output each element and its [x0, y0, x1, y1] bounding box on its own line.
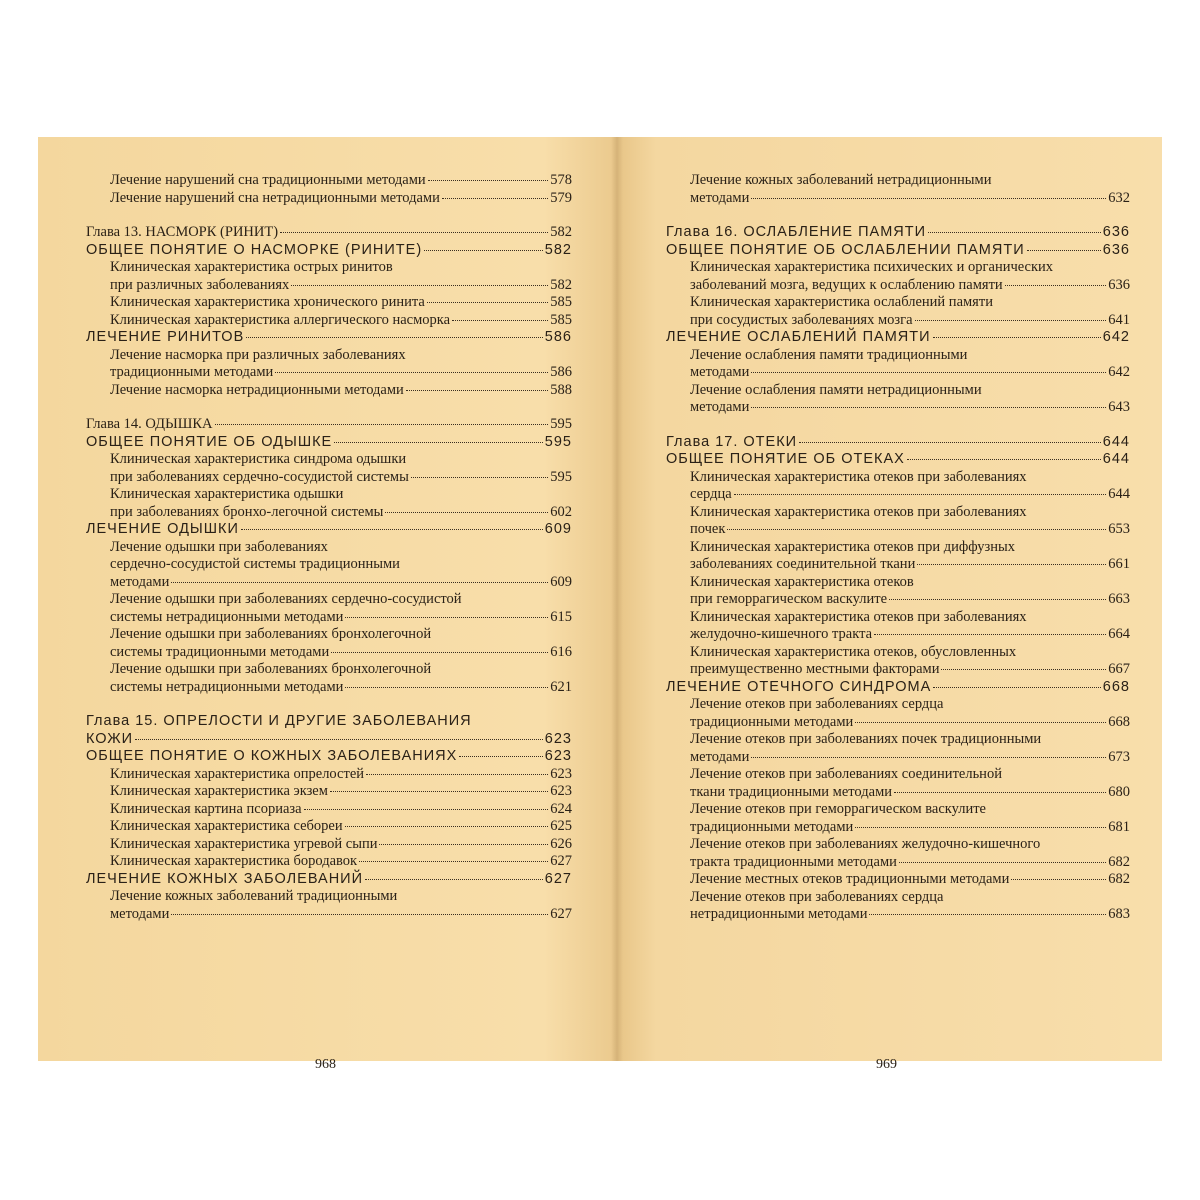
toc-entry: [666, 259, 1130, 294]
left-page: [86, 172, 572, 923]
dot-leader: [907, 459, 1101, 460]
toc-entry: [86, 853, 572, 871]
toc-entry-title-line: Лечение отеков при заболеваниях соединительной: [690, 766, 1002, 782]
toc-entry: [666, 242, 1130, 260]
toc-entry-title: заболеваний мозга, ведущих к ослаблению памяти: [690, 276, 1003, 293]
dot-leader: [345, 687, 548, 688]
left-page-number: 968: [315, 1057, 336, 1072]
toc-entry-title-line: Лечение одышки при заболеваниях сердечно-сосудистой: [110, 591, 462, 607]
toc-entry-title: Клиническая характеристика хронического ринита: [110, 294, 425, 310]
toc-entry-title-line: Клиническая характеристика отеков: [690, 573, 914, 590]
toc-entry-title: традиционными методами: [690, 818, 854, 835]
toc-entry-title: ОБЩЕЕ ПОНЯТИЕ О КОЖНЫХ ЗАБОЛЕВАНИЯХ: [86, 748, 458, 764]
toc-entry-page: 682: [1108, 853, 1130, 870]
toc-entry-page: 683: [1108, 906, 1130, 922]
toc-entry: [86, 661, 572, 696]
toc-entry-title: ЛЕЧЕНИЕ ОТЕЧНОГО СИНДРОМА: [666, 678, 932, 695]
dot-leader: [928, 232, 1101, 233]
toc-entry: [86, 434, 572, 452]
toc-entry: [86, 329, 572, 347]
toc-entry: [86, 783, 572, 801]
dot-leader: [1011, 879, 1106, 880]
toc-entry-title: Клиническая характеристика угревой сыпи: [110, 835, 378, 852]
dot-leader: [933, 687, 1101, 688]
toc-entry-page: 623: [544, 748, 572, 764]
toc-entry-title-line: Лечение отеков при заболеваниях почек традиционными: [690, 731, 1042, 747]
toc-entry: [666, 696, 1130, 731]
dot-leader: [734, 494, 1107, 495]
toc-entry-title: ОБЩЕЕ ПОНЯТИЕ ОБ ОСЛАБЛЕНИИ ПАМЯТИ: [666, 241, 1025, 258]
toc-entry: [666, 609, 1130, 644]
toc-entry: [666, 347, 1130, 382]
toc-entry-title-line: Лечение кожных заболеваний нетрадиционными: [690, 172, 992, 188]
toc-entry-page: 623: [550, 765, 572, 782]
dot-leader: [799, 442, 1101, 443]
dot-leader: [241, 529, 543, 530]
toc-entry: [666, 434, 1130, 452]
dot-leader: [452, 320, 548, 321]
dot-leader: [171, 582, 548, 583]
toc-entry-page: 632: [1108, 189, 1130, 206]
toc-entry: [86, 382, 572, 400]
toc-entry-page: 643: [1108, 399, 1130, 415]
toc-entry-title-line: Лечение ослабления памяти нетрадиционными: [690, 381, 982, 398]
toc-entry-title: при заболеваниях сердечно-сосудистой системы: [110, 468, 409, 485]
dot-leader: [915, 320, 1107, 321]
dot-leader: [330, 791, 548, 792]
toc-entry-page: 588: [550, 381, 572, 398]
toc-entry-page: 627: [550, 905, 572, 922]
toc-entry-page: 602: [550, 503, 572, 520]
dot-leader: [442, 198, 548, 199]
toc-entry-page: 609: [550, 573, 572, 590]
book-spine: [611, 137, 623, 1061]
toc-entry-title-line: Клиническая характеристика отеков при заболеваниях: [690, 468, 1027, 485]
toc-entry-title-line: Клиническая характеристика психических и органических: [690, 259, 1054, 275]
toc-entry-page: 644: [1102, 451, 1130, 467]
toc-entry-title: Клиническая характеристика опрелостей: [110, 765, 365, 782]
right-toc-list: [666, 172, 1130, 924]
toc-entry-title-line: Лечение одышки при заболеваниях: [110, 538, 328, 555]
toc-entry-title: ОБЩЕЕ ПОНЯТИЕ ОБ ОДЫШКЕ: [86, 433, 333, 450]
toc-entry: [666, 766, 1130, 801]
dot-leader: [889, 599, 1106, 600]
toc-entry: [666, 172, 1130, 207]
dot-leader: [275, 372, 548, 373]
toc-entry-page: 642: [1102, 329, 1130, 345]
toc-entry-title: методами: [690, 364, 750, 380]
toc-entry: [86, 190, 572, 208]
toc-entry-title: традиционными методами: [110, 364, 274, 380]
dot-leader: [459, 756, 542, 757]
dot-leader: [933, 337, 1101, 338]
dot-leader: [869, 914, 1106, 915]
toc-entry-title: преимущественно местными факторами: [690, 661, 940, 677]
toc-entry-page: 667: [1108, 661, 1130, 677]
dot-leader: [751, 407, 1106, 408]
toc-entry: [86, 416, 572, 434]
dot-leader: [751, 198, 1106, 199]
toc-entry-title: Глава 13. НАСМОРК (РИНИТ): [86, 224, 279, 240]
right-page: [666, 172, 1130, 924]
toc-entry-title: Клиническая характеристика бородавок: [110, 853, 358, 869]
toc-entry-title: желудочно-кишечного тракта: [690, 626, 873, 642]
dot-leader: [874, 634, 1106, 635]
toc-entry-title: методами: [110, 905, 170, 922]
right-page-number: 969: [876, 1057, 897, 1072]
dot-leader: [345, 826, 549, 827]
toc-entry-title: методами: [690, 189, 750, 206]
toc-entry: [666, 679, 1130, 697]
toc-entry: [666, 469, 1130, 504]
toc-entry: [86, 766, 572, 784]
toc-entry-page: 663: [1108, 591, 1130, 607]
dot-leader: [359, 861, 548, 862]
dot-leader: [894, 792, 1106, 793]
toc-entry-page: 641: [1108, 311, 1130, 328]
toc-entry-title-line: Лечение ослабления памяти традиционными: [690, 346, 968, 363]
dot-leader: [899, 862, 1106, 863]
toc-entry-page: 664: [1108, 626, 1130, 642]
toc-entry-page: 624: [550, 800, 572, 817]
toc-entry-title: сердца: [690, 486, 732, 502]
toc-entry-title-line: Клиническая характеристика ослаблений памяти: [690, 294, 993, 310]
dot-leader: [379, 844, 548, 845]
toc-entry-title-line: Клиническая характеристика острых ринитов: [110, 259, 393, 275]
toc-entry-title: Глава 17. ОТЕКИ: [666, 433, 798, 450]
toc-entry-page: 616: [550, 643, 572, 660]
toc-entry-page: 636: [1102, 224, 1130, 240]
toc-entry: [86, 521, 572, 539]
toc-entry-title-line: Клиническая характеристика синдрома одышки: [110, 451, 407, 467]
dot-leader: [385, 512, 548, 513]
toc-entry: [666, 539, 1130, 574]
toc-entry-title-line: сердечно-сосудистой системы традиционными: [110, 556, 400, 572]
toc-entry: [666, 574, 1130, 609]
toc-entry-title: системы нетрадиционными методами: [110, 678, 344, 695]
toc-entry: [666, 294, 1130, 329]
toc-entry-title: ОБЩЕЕ ПОНЯТИЕ ОБ ОТЕКАХ: [666, 451, 905, 467]
toc-entry: [666, 451, 1130, 469]
toc-entry-title: тракта традиционными методами: [690, 853, 897, 870]
toc-entry-title-line: Лечение одышки при заболеваниях бронхолегочной: [110, 661, 432, 677]
toc-entry-page: 615: [550, 608, 572, 625]
toc-entry-page: 661: [1108, 556, 1130, 572]
dot-leader: [941, 669, 1106, 670]
toc-entry: [86, 818, 572, 836]
toc-entry: [86, 312, 572, 330]
toc-entry: [86, 486, 572, 521]
toc-entry-page: 623: [544, 730, 572, 747]
toc-entry: [666, 871, 1130, 889]
toc-entry-title: Лечение насморка нетрадиционными методами: [110, 381, 404, 398]
toc-entry-page: 626: [550, 835, 572, 852]
toc-entry: [86, 591, 572, 626]
toc-entry-title: Клиническая характеристика экзем: [110, 783, 328, 799]
toc-entry: [666, 836, 1130, 871]
toc-entry-page: 586: [544, 329, 572, 345]
toc-entry-title-line: Клиническая характеристика отеков, обусловленных: [690, 643, 1017, 660]
toc-entry-page: 621: [550, 678, 572, 695]
dot-leader: [366, 774, 548, 775]
toc-entry: [86, 224, 572, 242]
toc-entry: [86, 451, 572, 486]
toc-entry: [86, 871, 572, 889]
dot-leader: [280, 232, 548, 233]
dot-leader: [855, 722, 1106, 723]
toc-entry: [86, 748, 572, 766]
toc-entry-title-line: Лечение отеков при заболеваниях сердца: [690, 696, 944, 712]
toc-entry-page: 582: [550, 224, 572, 240]
dot-leader: [428, 180, 549, 181]
dot-leader: [291, 285, 548, 286]
dot-leader: [727, 529, 1106, 530]
toc-entry-page: 644: [1102, 433, 1130, 450]
toc-entry-title-line: Клиническая характеристика отеков при заболеваниях: [690, 608, 1027, 625]
dot-leader: [1005, 285, 1107, 286]
dot-leader: [751, 372, 1106, 373]
toc-entry-page: 595: [544, 433, 572, 450]
dot-leader: [171, 914, 548, 915]
toc-entry-page: 585: [550, 311, 572, 328]
toc-entry-title: Глава 16. ОСЛАБЛЕНИЕ ПАМЯТИ: [666, 224, 927, 240]
toc-entry-title: Клиническая характеристика аллергического насморка: [110, 311, 451, 328]
dot-leader: [365, 879, 543, 880]
toc-entry-page: 668: [1108, 713, 1130, 730]
toc-entry: [666, 731, 1130, 766]
book-spread: [38, 137, 1162, 1072]
toc-entry: [86, 242, 572, 260]
toc-entry-title-line: Лечение насморка при различных заболеваниях: [110, 346, 406, 363]
dot-leader: [751, 757, 1106, 758]
toc-entry-title: ЛЕЧЕНИЕ ОДЫШКИ: [86, 521, 239, 537]
toc-entry-page: 668: [1102, 678, 1130, 695]
toc-entry-title: ОБЩЕЕ ПОНЯТИЕ О НАСМОРКЕ (РИНИТЕ): [86, 241, 423, 258]
toc-entry-page: 579: [550, 189, 572, 206]
toc-entry-title: Лечение местных отеков традиционными методами: [690, 871, 1010, 887]
dot-leader: [406, 390, 548, 391]
toc-entry-title: Лечение нарушений сна традиционными методами: [110, 172, 426, 188]
dot-leader: [1027, 250, 1101, 251]
toc-entry-title: нетрадиционными методами: [690, 906, 868, 922]
toc-entry-page: 578: [550, 172, 572, 188]
toc-entry: [666, 382, 1130, 417]
toc-entry: [86, 713, 572, 748]
toc-entry-title: традиционными методами: [690, 713, 854, 730]
dot-leader: [135, 739, 543, 740]
toc-entry: [86, 888, 572, 923]
toc-entry-page: 595: [550, 468, 572, 485]
toc-entry-title: Глава 14. ОДЫШКА: [86, 416, 213, 432]
toc-entry-title: заболеваниях соединительной ткани: [690, 556, 916, 572]
toc-entry-page: 625: [550, 818, 572, 834]
toc-entry-title-line: Лечение отеков при заболеваниях желудочно-кишечного: [690, 836, 1041, 852]
toc-entry-page: 582: [550, 276, 572, 293]
toc-entry-page: 644: [1108, 486, 1130, 502]
toc-entry-title: Клиническая картина псориаза: [110, 800, 302, 817]
toc-entry-page: 636: [1102, 241, 1130, 258]
toc-entry-page: 623: [550, 783, 572, 799]
toc-entry-title-line: Лечение одышки при заболеваниях бронхолегочной: [110, 626, 432, 642]
toc-entry-page: 642: [1108, 364, 1130, 380]
toc-entry-title: ЛЕЧЕНИЕ КОЖНЫХ ЗАБОЛЕВАНИЙ: [86, 870, 364, 887]
toc-entry-title: при сосудистых заболеваниях мозга: [690, 311, 913, 328]
toc-entry-title-line: Лечение кожных заболеваний традиционными: [110, 888, 398, 904]
left-toc-list: [86, 172, 572, 923]
toc-entry-page: 585: [550, 294, 572, 310]
toc-entry-title-line: Клиническая характеристика отеков при заболеваниях: [690, 503, 1027, 520]
dot-leader: [411, 477, 548, 478]
toc-entry-title: почек: [690, 521, 726, 537]
toc-entry: [666, 801, 1130, 836]
toc-entry-title: Клиническая характеристика себореи: [110, 818, 343, 834]
toc-entry: [666, 889, 1130, 924]
toc-entry-title: КОЖИ: [86, 730, 134, 747]
toc-entry-page: 681: [1108, 818, 1130, 835]
toc-entry-title-line: Клиническая характеристика отеков при диффузных: [690, 538, 1015, 555]
toc-entry-title: методами: [690, 399, 750, 415]
toc-entry: [86, 172, 572, 190]
toc-entry-page: 653: [1108, 521, 1130, 537]
toc-entry-page: 636: [1108, 276, 1130, 293]
toc-entry-title: системы традиционными методами: [110, 643, 330, 660]
toc-entry-page: 586: [550, 364, 572, 380]
dot-leader: [427, 302, 548, 303]
dot-leader: [246, 337, 543, 338]
toc-entry: [666, 224, 1130, 242]
toc-entry-page: 680: [1108, 783, 1130, 800]
toc-entry: [86, 836, 572, 854]
toc-entry: [86, 347, 572, 382]
toc-entry-page: 582: [544, 241, 572, 258]
toc-entry-title: ткани традиционными методами: [690, 783, 893, 800]
toc-entry-title-line: Клиническая характеристика одышки: [110, 486, 344, 502]
toc-entry-page: 609: [544, 521, 572, 537]
dot-leader: [304, 809, 549, 810]
toc-entry-page: 673: [1108, 748, 1130, 765]
toc-entry-title: при различных заболеваниях: [110, 276, 290, 293]
toc-entry-title: при геморрагическом васкулите: [690, 591, 888, 607]
dot-leader: [855, 827, 1106, 828]
toc-entry: [86, 539, 572, 592]
dot-leader: [215, 424, 549, 425]
dot-leader: [334, 442, 543, 443]
toc-entry: [86, 626, 572, 661]
toc-entry: [666, 504, 1130, 539]
toc-entry-title: Лечение нарушений сна нетрадиционными методами: [110, 189, 440, 206]
toc-entry-page: 627: [544, 870, 572, 887]
dot-leader: [424, 250, 543, 251]
toc-entry-title-line: Лечение отеков при заболеваниях сердца: [690, 888, 944, 905]
toc-entry-title-line: Глава 15. ОПРЕЛОСТИ И ДРУГИЕ ЗАБОЛЕВАНИЯ: [86, 713, 472, 729]
toc-entry-page: 595: [550, 416, 572, 432]
toc-entry-page: 627: [550, 853, 572, 869]
toc-entry-page: 682: [1108, 871, 1130, 887]
toc-entry-title: при заболеваниях бронхо-легочной системы: [110, 503, 384, 520]
toc-entry-title: ЛЕЧЕНИЕ РИНИТОВ: [86, 329, 245, 345]
toc-entry-title: методами: [110, 573, 170, 590]
toc-entry-title-line: Лечение отеков при геморрагическом васкулите: [690, 801, 986, 817]
toc-entry: [666, 644, 1130, 679]
toc-entry: [666, 329, 1130, 347]
toc-entry-title: методами: [690, 748, 750, 765]
toc-entry: [86, 801, 572, 819]
toc-entry: [86, 294, 572, 312]
toc-entry-title: системы нетрадиционными методами: [110, 608, 344, 625]
toc-entry: [86, 259, 572, 294]
toc-entry-title: ЛЕЧЕНИЕ ОСЛАБЛЕНИЙ ПАМЯТИ: [666, 329, 931, 345]
dot-leader: [917, 564, 1106, 565]
dot-leader: [345, 617, 548, 618]
dot-leader: [331, 652, 548, 653]
